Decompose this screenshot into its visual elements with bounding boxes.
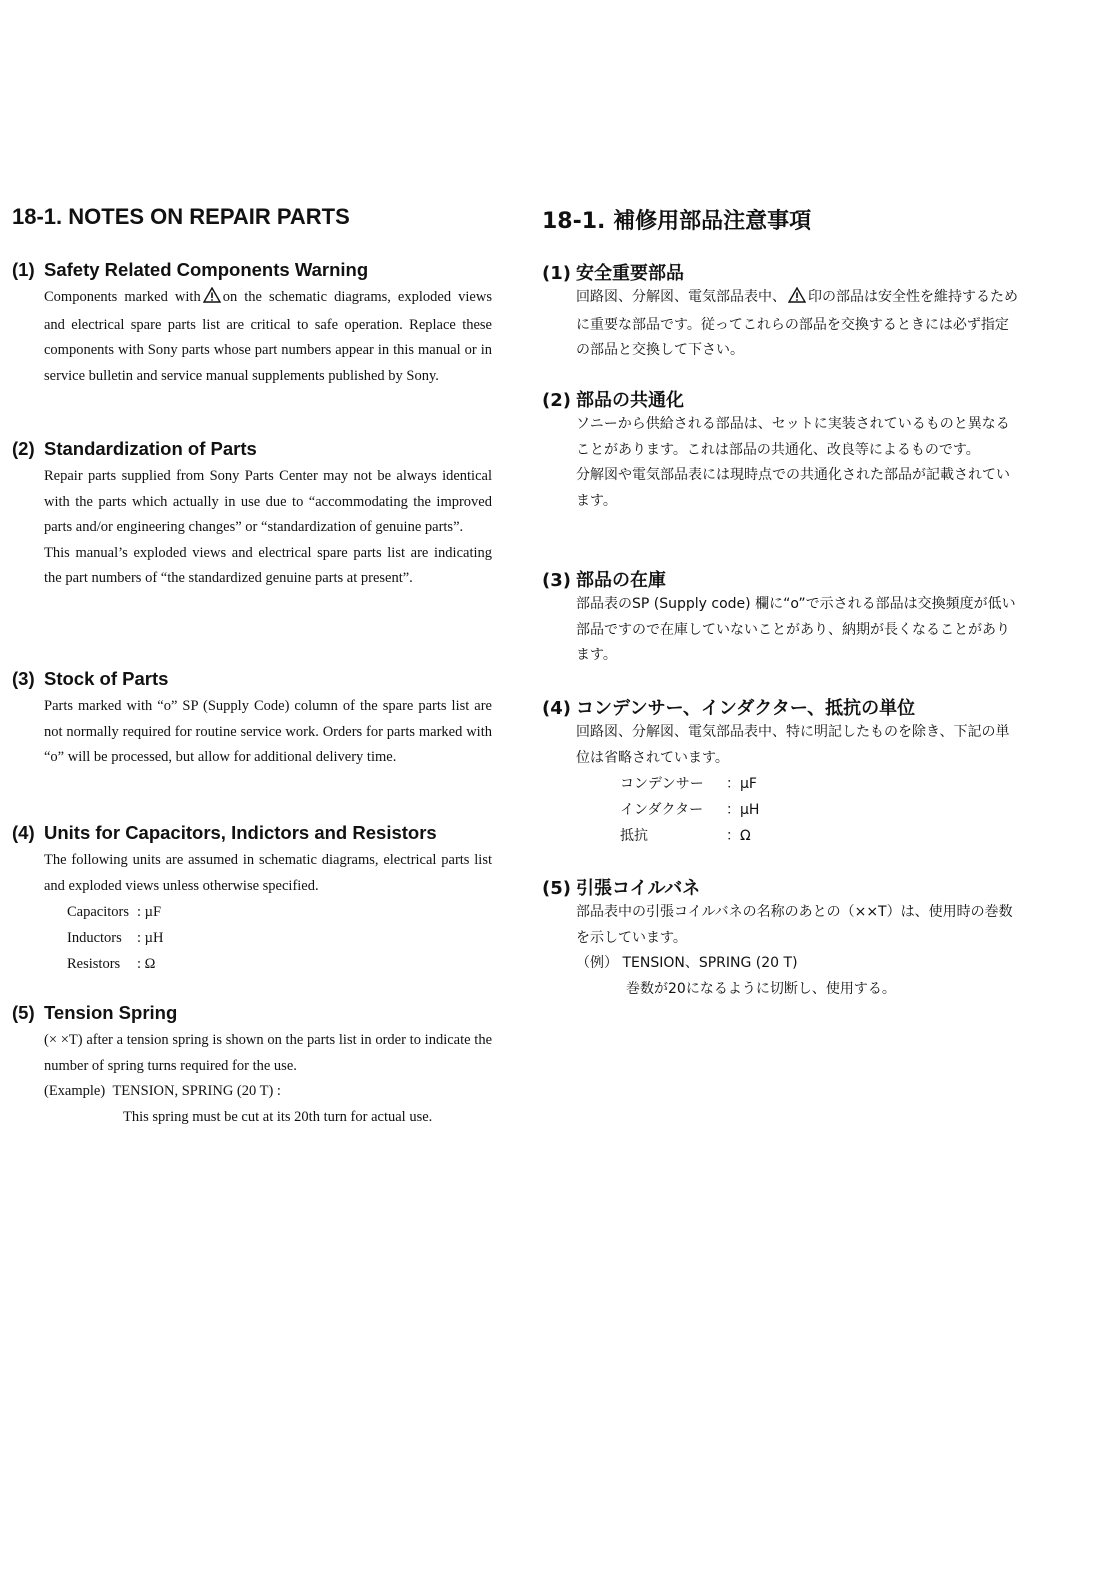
paragraph: Parts marked with “o” SP (Supply Code) column of the spare parts list are not normally required for routine service work. Orders for parts marked with “o” will be processed, but allow for additional delivery time. (44, 698, 492, 765)
section-title: 部品の在庫 (576, 570, 666, 591)
paragraph: 分解図や電気部品表には現時点での共通化された部品が記載されています。 (576, 467, 1010, 509)
example-label: （例） (576, 955, 618, 971)
section-heading-units (12, 822, 437, 844)
unit-value: ：μF (726, 776, 757, 792)
unit-value: : Ω (137, 956, 156, 972)
paragraph: 部品表のSP (Supply code) 欄に“o”で示される部品は交換頻度が低い部品ですので在庫していないことがあり、納期が長くなることがあります。 (576, 596, 1016, 663)
example-label: (Example) (44, 1083, 106, 1099)
unit-value: ：Ω (726, 828, 751, 844)
section-body-stock (44, 694, 492, 771)
example-note: This spring must be cut at its 20th turn for actual use. (123, 1109, 433, 1125)
unit-row (67, 925, 163, 951)
section-title: Safety Related Components Warning (44, 259, 369, 280)
body-text: 印の部品は安全性を維持するために重要な部品です。従ってこれらの部品を交換するときには必ず指定の部品と交換して下さい。 (576, 289, 1018, 358)
section-heading-safety-jp (542, 259, 684, 285)
section-body-units-jp (576, 720, 1020, 771)
paragraph: This manual’s exploded views and electrical spare parts list are indicating the part numbers of “the standardized genuine parts at present”. (44, 544, 492, 586)
body-text: on the schematic diagrams, exploded views and electrical spare parts list are critical to safe operation. Replace these components with Sony parts whose part numbers appear in this manual or in service bulletin and service manual supplements published by Sony. (44, 289, 492, 384)
section-heading-tension-spring (12, 1002, 177, 1024)
warning-triangle-icon (203, 287, 221, 313)
section-heading-tension-spring-jp (542, 874, 700, 900)
unit-label: Capacitors (67, 904, 130, 920)
section-number: (2) (542, 390, 571, 411)
paragraph: 回路図、分解図、電気部品表中、特に明記したものを除き、下記の単位は省略されています。 (576, 724, 1010, 766)
section-body-tension-spring-jp (576, 900, 1020, 951)
paragraph: 部品表中の引張コイルバネの名称のあとの（××T）は、使用時の巻数を示しています。 (576, 904, 1013, 946)
section-body-tension-spring (44, 1028, 492, 1079)
units-list (67, 899, 163, 977)
section-title: コンデンサー、インダクター、抵抗の単位 (576, 698, 916, 719)
section-heading-standardization (12, 438, 257, 460)
section-number: (4) (542, 698, 571, 719)
section-title: 部品の共通化 (576, 390, 684, 411)
unit-row (620, 771, 759, 797)
section-number: (4) (12, 822, 35, 843)
unit-label: コンデンサー (620, 776, 704, 792)
units-list-jp (620, 771, 759, 849)
unit-value: ：μH (726, 802, 760, 818)
section-number: (5) (542, 878, 571, 899)
section-heading-safety (12, 259, 368, 281)
section-number: (5) (12, 1002, 35, 1023)
section-number: (1) (12, 259, 35, 280)
page-title-english: 18-1. NOTES ON REPAIR PARTS (12, 204, 350, 229)
section-heading-standardization-jp (542, 386, 684, 412)
section-title: Stock of Parts (44, 668, 169, 689)
unit-value: : µH (137, 930, 164, 946)
section-number: (1) (542, 263, 571, 284)
body-text: Components marked with (44, 289, 201, 305)
example-line-jp (576, 951, 798, 977)
section-heading-stock-jp (542, 566, 666, 592)
section-number: (2) (12, 438, 35, 459)
warning-triangle-icon (788, 287, 806, 313)
section-heading-units-jp (542, 694, 915, 720)
section-body-standardization-jp (576, 412, 1020, 514)
page-title-japanese: 18-1. 補修用部品注意事項 (542, 209, 812, 234)
section-number: (3) (542, 570, 571, 591)
section-body-stock-jp (576, 592, 1020, 669)
unit-label: インダクター (620, 802, 704, 818)
example-note-jp: 巻数が20になるように切断し、使用する。 (626, 981, 896, 997)
paragraph: Repair parts supplied from Sony Parts Center may not be always identical with the parts which actually in use due to “accommodating the improved parts and/or engineering changes” or “standardization of genuine parts”. (44, 468, 492, 535)
section-body-standardization (44, 464, 492, 592)
section-title: 安全重要部品 (576, 263, 684, 284)
section-title: Units for Capacitors, Indictors and Resistors (44, 822, 437, 843)
section-title: Standardization of Parts (44, 438, 257, 459)
section-body-safety (44, 285, 492, 389)
paragraph: (× ×T) after a tension spring is shown on the parts list in order to indicate the number of spring turns required for the use. (44, 1032, 492, 1074)
unit-label: 抵抗 (620, 828, 648, 844)
body-text: 回路図、分解図、電気部品表中、 (576, 289, 786, 305)
unit-row (67, 951, 163, 977)
unit-row (67, 899, 163, 925)
paragraph: The following units are assumed in schematic diagrams, electrical parts list and exploded views unless otherwise specified. (44, 852, 492, 894)
section-number: (3) (12, 668, 35, 689)
unit-row (620, 797, 759, 823)
unit-value: : µF (137, 904, 162, 920)
section-body-safety-jp (576, 285, 1020, 364)
example-value: TENSION、SPRING (20 T) (622, 955, 798, 971)
section-title: 引張コイルバネ (576, 878, 701, 899)
paragraph: ソニーから供給される部品は、セットに実装されているものと異なることがあります。これは部品の共通化、改良等によるものです。 (576, 416, 1010, 458)
unit-label: Resistors (67, 956, 121, 972)
unit-row (620, 823, 759, 849)
section-body-units (44, 848, 492, 899)
section-heading-stock (12, 668, 168, 690)
section-title: Tension Spring (44, 1002, 178, 1023)
example-value: TENSION, SPRING (20 T) : (112, 1083, 281, 1099)
unit-label: Inductors (67, 930, 122, 946)
example-line (44, 1079, 281, 1105)
